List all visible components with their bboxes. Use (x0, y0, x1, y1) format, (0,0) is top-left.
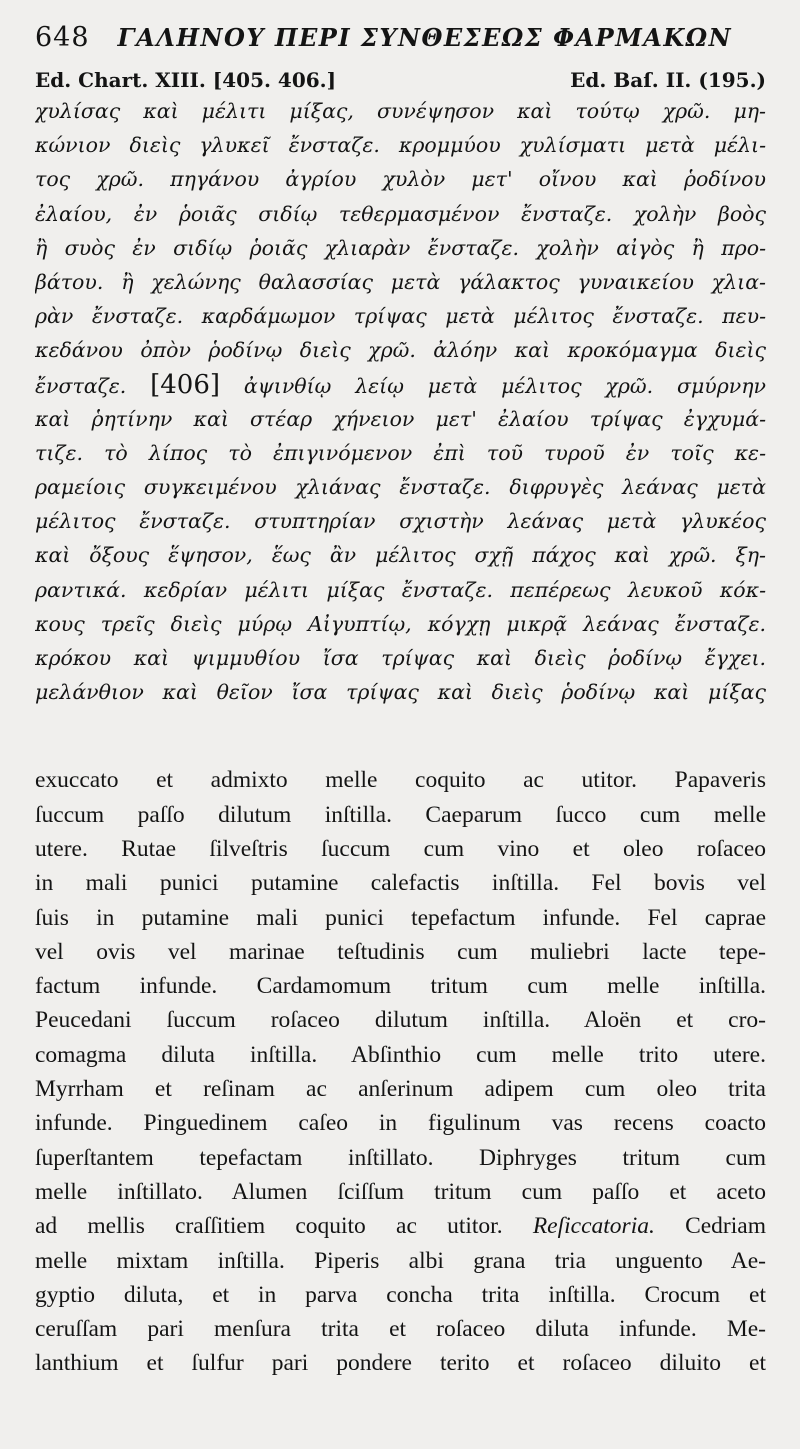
edition-basel-ref: Ed. Baſ. II. (195.) (570, 68, 766, 92)
greek-line: χυλίσας καὶ μέλιτι μίξας, συνέψησον καὶ τούτῳ χρῶ. μη- (35, 99, 766, 123)
greek-line: μελάνθιον καὶ θεῖον ἴσα τρίψας καὶ διεὶς ῥοδίνῳ καὶ μίξας (35, 680, 766, 705)
greek-line: κρόκου καὶ ψιμμυθίου ἴσα τρίψας καὶ διεὶς ῥοδίνῳ ἔγχει. (35, 646, 766, 670)
greek-line-end: ἀψινθίῳ λείῳ μετὰ μέλιτος χρῶ. σμύρνην (243, 373, 766, 398)
latin-line: gyptio diluta, et in parva concha trita inſtilla. Crocum et (35, 1281, 766, 1308)
greek-line: καὶ ὄξους ἕψησον, ἕως ἂν μέλιτος σχῇ πάχος καὶ χρῶ. ξη- (35, 543, 766, 568)
latin-line: in mali punici putamine calefactis inſtilla. Fel bovis vel (35, 870, 766, 897)
latin-line: ſuccum paſſo dilutum inſtilla. Caeparum ſucco cum melle (35, 801, 766, 828)
latin-line: melle mixtam inſtilla. Piperis albi grana tria unguento Ae- (35, 1247, 766, 1274)
latin-line: Peucedani ſuccum roſaceo dilutum inſtilla. Aloën et cro- (35, 1007, 766, 1034)
greek-line: κους τρεῖς διεὶς μύρῳ Αἰγυπτίῳ, κόγχῃ μικρᾷ λεάνας ἔνσταζε. (35, 611, 766, 636)
latin-line: exuccato et admixto melle coquito ac utitor. Papaveris (35, 767, 766, 794)
greek-line: τιζε. τὸ λίπος τὸ ἐπιγινόμενον ἐπὶ τοῦ τυροῦ ἐν τοῖς κε- (35, 440, 766, 465)
edition-chartier-ref: Ed. Chart. XIII. [405. 406.] (35, 68, 337, 92)
latin-line: utere. Rutae ſilveſtris ſuccum cum vino et oleo roſaceo (35, 835, 766, 862)
column-gap (35, 709, 766, 763)
greek-text-block (35, 94, 766, 709)
greek-line: ραμείοις συγκειμένου χλιάνας ἔνσταζε. διφρυγὲς λεάνας μετὰ (35, 475, 766, 500)
latin-line: ſuis in putamine mali punici tepefactum infunde. Fel caprae (35, 904, 766, 931)
latin-line: infunde. Pinguedinem caſeo in figulinum vas recens coacto (35, 1110, 766, 1137)
latin-line: factum infunde. Cardamomum tritum cum melle inſtilla. (35, 973, 766, 1000)
latin-line: Myrrham et reſinam ac anſerinum adipem cum oleo trita (35, 1076, 766, 1103)
latin-line: vel ovis vel marinae teſtudinis cum muliebri lacte tepe- (35, 938, 766, 965)
greek-line: ἢ συὸς ἐν σιδίῳ ῥοιᾶς χλιαρὰν ἔνσταζε. χολὴν αἰγὸς ἢ προ- (35, 235, 766, 260)
latin-line: lanthium et ſulfur pari pondere terito et roſaceo diluito et (35, 1350, 766, 1377)
greek-line: μέλιτος ἔνσταζε. στυπτηρίαν σχιστὴν λεάνας μετὰ γλυκέος (35, 509, 766, 534)
greek-line: ἐλαίου, ἐν ῥοιᾶς σιδίῳ τεθερμασμένον ἔνσταζε. χολὴν βοὸς (35, 201, 766, 226)
greek-line: ρὰν ἔνσταζε. καρδάμωμον τρίψας μετὰ μέλιτος ἔνσταζε. πευ- (35, 304, 766, 329)
latin-line-start: ad mellis craſſitiem coquito ac utitor. (35, 1213, 503, 1240)
running-title: ΓΑΛΗΝΟΥ ΠΕΡΙ ΣΥΝΘΕΣΕΩΣ ΦΑΡΜΑΚΩΝ (117, 23, 733, 52)
greek-line: τος χρῶ. πηγάνου ἀγρίου χυλὸν μετ' οἴνου καὶ ῥοδίνου (35, 167, 766, 192)
latin-line: ſuperſtantem tepefactam inſtillato. Diphryges tritum cum (35, 1144, 766, 1171)
greek-line: βάτου. ἢ χελώνης θαλασσίας μετὰ γάλακτος γυναικείου χλια- (35, 269, 766, 294)
running-header (35, 22, 766, 66)
latin-text-block (35, 763, 766, 1380)
greek-line-with-page-marker (35, 368, 766, 402)
page-number: 648 (35, 22, 90, 53)
latin-line: comagma diluta inſtilla. Abſinthio cum melle trito utere. (35, 1041, 766, 1068)
greek-line: κώνιον διεὶς γλυκεῖ ἔνσταζε. κρομμύου χυλίσματι μετὰ μέλι- (35, 133, 766, 158)
page-break-marker: [406] (150, 369, 221, 400)
section-heading-resiccatoria: Reſiccatoria. (532, 1213, 655, 1240)
latin-line: melle inſtillato. Alumen ſciſſum tritum cum paſſo et aceto (35, 1178, 766, 1205)
greek-line: κεδάνου ὀπὸν ῥοδίνῳ διεὶς χρῶ. ἀλόην καὶ κροκόμαγμα διεὶς (35, 338, 766, 363)
greek-line-start: ἔνσταζε. (35, 373, 127, 398)
greek-line: καὶ ῥητίνην καὶ στέαρ χήνειον μετ' ἐλαίου τρίψας ἐγχυμά- (35, 406, 766, 431)
latin-line: ceruſſam pari menſura trita et roſaceo diluta infunde. Me- (35, 1316, 766, 1343)
latin-line-end: Cedriam (685, 1213, 766, 1240)
greek-line: ραντικά. κεδρίαν μέλιτι μίξας ἔνσταζε. πεπέρεως λευκοῦ κόκ- (35, 577, 766, 602)
edition-reference-line (35, 66, 766, 94)
latin-line-with-italic-heading (35, 1209, 766, 1243)
